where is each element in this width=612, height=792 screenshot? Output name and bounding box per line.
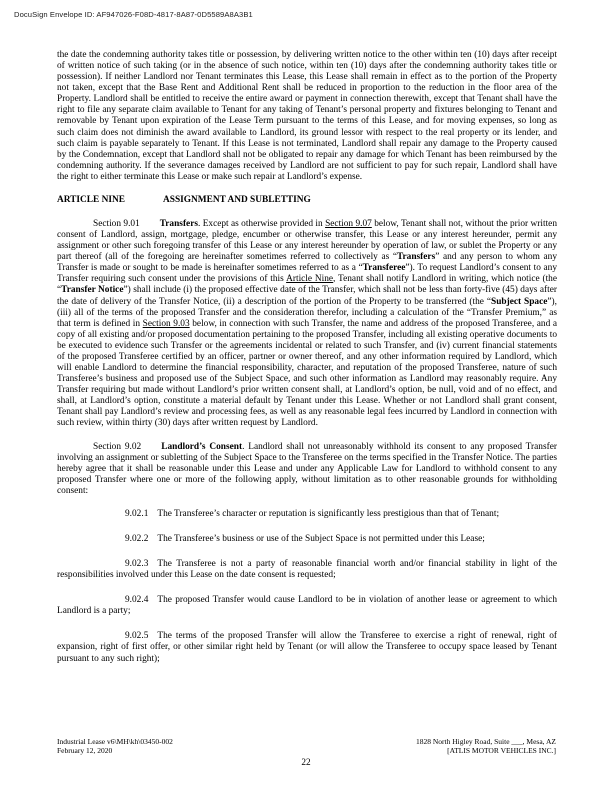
text-run: Article Nine — [286, 274, 334, 285]
clause-9-02-4 — [57, 595, 557, 617]
text-run: ”) shall include (i) the proposed effective date of the Transfer, which shall not be less than forty-five (45) days after the date of delivery of the Transfer Notice, (ii) a description of the portion of the Property to be transferred (the “ — [57, 285, 558, 307]
text-run: below, in connection with such Transfer, the name and address of the proposed Transferee, and a copy of all existing and/or proposed documentation pertaining to the proposed Transfer, including all existing operative documents to be executed to evidence such Transfer or the agreements incidental or related to such Transfer, and (iv) current financial statements of the proposed Transferee certified by an officer, partner or owner thereof, and any other information required by Landlord, which will enable Landlord to determine the financial responsibility, character, and reputation of the proposed Transferee, nature of such Transferee’s business and proposed use of the Subject Space, and such other information as Landlord may reasonably require. Any Transfer requiring but made without Landlord’s prior written consent shall, at Landlord’s option, be null, void and of no effect, and shall, at Landlord’s option, constitute a material default by Tenant under this Lease. Whether or not Landlord shall grant consent, Tenant shall pay Landlord’s review and processing fees, as well as any reasonable legal fees incurred by Landlord in connection with such review, within thirty (30) days after written request by Landlord. — [57, 318, 557, 429]
footer-tenant-name: [ATLIS MOTOR VEHICLES INC.] — [447, 746, 556, 756]
clause-9-02-5 — [57, 631, 557, 664]
text-run: . Except as otherwise provided in — [197, 219, 326, 230]
text-run: 9.02.5 — [125, 631, 149, 642]
text-run: ” and any person to whom any Transfer is made or sought to be made is hereinafter sometimes referred to as a “ — [57, 252, 557, 274]
section-9-02-paragraph — [57, 442, 557, 497]
footer-left — [57, 737, 173, 756]
text-run: Section 9.03 — [142, 318, 190, 329]
text-run: The Transferee’s character or reputation is significantly less prestigious than that of Tenant; — [157, 508, 500, 519]
text-run: 9.02.3 — [125, 559, 149, 570]
clause-9-02-2 — [57, 534, 557, 545]
docusign-envelope-id: DocuSign Envelope ID: AF947026-F08D-4817-8A87-0D5589A8A3B1 — [14, 10, 253, 19]
text-run: The proposed Transfer would cause Landlord to be in violation of another lease or agreement to which Landlord is a party; — [57, 595, 557, 617]
text-run: , Tenant shall notify Landlord in writing, which notice (the “ — [57, 274, 557, 296]
text-run: . Landlord shall not unreasonably withhold its consent to any proposed Transfer involving an assignment or subletting of the Subject Space to the Transferee on the terms specified in the Transfer Notice. The parties hereby agree that it shall be reasonable under this Lease and under any Applicable Law for Landlord to withhold consent to any proposed Transfer where one or more of the following apply, without limitation as to other reasonable grounds for withholding consent: — [57, 441, 557, 496]
text-run: Transfers — [396, 252, 436, 263]
text-run: 9.02.2 — [125, 533, 149, 544]
text-run: Transfer Notice — [61, 285, 124, 296]
clause-9-02-1 — [57, 509, 557, 520]
text-run: below, Tenant shall not, without the prior written consent of Landlord, assign, mortgage, pledge, encumber or otherwise transfer, this Lease or any interest hereunder, permit any assignment or other such foregoing transfer of this Lease or any interest hereunder by operation of law, or sublet the Property or any part thereof (all of the foregoing are hereinafter sometimes referred to collectively as “ — [57, 219, 557, 263]
text-run: ”). To request Landlord’s consent to any Transfer requiring such consent under the provisions of this — [57, 263, 557, 285]
article-nine-heading — [57, 195, 557, 206]
text-run: The Transferee’s business or use of the Subject Space is not permitted under this Lease; — [157, 533, 485, 544]
text-run: Transfers — [159, 219, 198, 230]
text-run: 9.02.4 — [125, 595, 149, 606]
page-number: 22 — [301, 758, 311, 768]
section-9-01-paragraph — [57, 219, 557, 429]
text-run: The Transferee is not a party of reasonable financial worth and/or financial stability in light of the responsibilities involved under this Lease on the date consent is requested; — [57, 559, 557, 581]
footer-document-reference: Industrial Lease v6\MH\kh\03450-002 — [57, 737, 173, 746]
article-title: ASSIGNMENT AND SUBLETTING — [163, 194, 311, 205]
text-run: Section 9.07 — [325, 219, 372, 230]
clause-9-02-3 — [57, 559, 557, 581]
text-run: Transferee — [362, 263, 406, 274]
text-run: Section 9.01 — [93, 219, 140, 230]
text-run: The terms of the proposed Transfer will allow the Transferee to exercise a right of renewal, right of expansion, right of first offer, or other similar right held by Tenant (or will allow the Transferee to occupy space leased by Tenant pursuant to any such right); — [57, 631, 557, 664]
condemnation-continuation-paragraph — [57, 50, 557, 183]
article-number: ARTICLE NINE — [57, 194, 125, 205]
text-run: Subject Space — [491, 296, 548, 307]
text-run: ”), (iii) all of the terms of the proposed Transfer and the consideration therefor, including a calculation of the “Transfer Premium,” as that term is defined in — [57, 296, 557, 329]
text-run: 9.02.1 — [125, 508, 149, 519]
footer-property-address: 1828 North Higley Road, Suite ___, Mesa, AZ — [416, 737, 556, 746]
text-run: the date the condemning authority takes title or possession, by delivering written notice to the other within ten (10) days after receipt of written notice of such taking (or in the absence of such notice, within ten (10) days after the condemning authority takes title or possession). If neither Landlord nor Tenant terminates this Lease, this Lease shall remain in effect as to the portion of the Property not taken, except that the Base Rent and Additional Rent shall be reduced in proportion to the reduction in the floor area of the Property. Landlord shall be entitled to receive the entire award or payment in connection therewith, except that Tenant shall have the right to file any separate claim available to Tenant for any taking of Tenant’s personal property and fixtures belonging to Tenant and removable by Tenant upon expiration of the Lease Term pursuant to the terms of this Lease, and for moving expenses, so long as such claim does not diminish the award available to Landlord, its ground lessor with respect to the real property or its lender, and such claim is payable separately to Tenant. If this Lease is not terminated, Landlord shall repair any damage to the Property caused by the Condemnation, except that Landlord shall not be obligated to repair any damage for which Tenant has been reimbursed by the condemning authority. If the severance damages received by Landlord are not sufficient to pay for such repair, Landlord shall have the right to either terminate this Lease or make such repair at Landlord’s expense. — [57, 50, 557, 182]
text-run: Section 9.02 — [93, 441, 142, 452]
text-run: Landlord’s Consent — [161, 441, 243, 452]
footer-document-date: February 12, 2020 — [57, 746, 113, 756]
document-blocks — [57, 50, 557, 679]
footer-right — [416, 737, 556, 756]
